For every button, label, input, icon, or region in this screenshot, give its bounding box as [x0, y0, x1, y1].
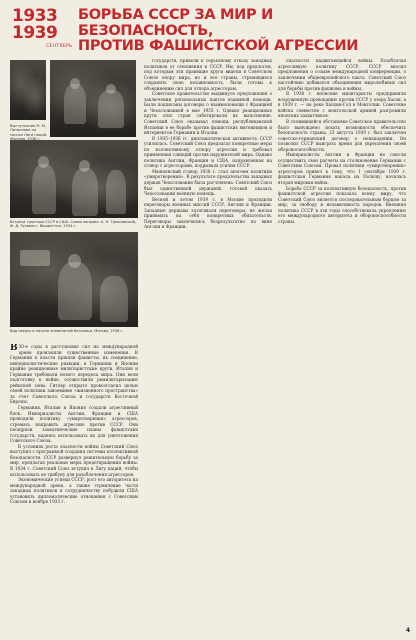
- page-number: 4: [405, 627, 410, 634]
- text-column-left: [10, 344, 138, 630]
- text-column-middle: [144, 58, 272, 630]
- paragraph: Борьба СССР за коллективную безопасность, против фашистской агрессии показала всему миру, что Советский Союз является последовательным борцом за мир, за свободу и независимость народов. Внешняя политика СССР в эти годы способствовала укреплению его международного авторитета и обороноспособности страны.: [278, 185, 406, 224]
- caption-photo-1: Выступление М. М. Литвинова на сессии Лиги наций.: [10, 124, 48, 137]
- year-range: [12, 8, 74, 42]
- month-label: СЕНТЯБРЬ: [46, 44, 73, 49]
- text-column-right: [278, 58, 406, 630]
- paragraph: государств, привели к серьезному отказу западных политиков от отношения к СССР. Им, под предлогом, под которым эти правящие круги видели в Советском Союзе опору мира, но и все страны, стремящиеся сохранить свою независимость, были готовы к объединению сил для отпора агрессорам.: [144, 58, 272, 91]
- paragraph: опасности надвигающейся войны. Разоблачая агрессивную политику СССР, СССР вносил предложения о созыве международной конференции, о заключении общеевропейского пакта. Советский Союз настойчиво добивался объединения миролюбивых сил для борьбы против фашизма и войны.: [278, 58, 406, 91]
- photo-placeholder-small: [10, 60, 46, 120]
- caption-photo-2: Встреча трактора СССР в США. Слева направо: А. Н. Трояновский, Ф. Д. Рузвельт. Вашингтон, 1934 г.: [10, 220, 137, 229]
- title-line-1: БОРЬБА СССР ЗА МИР И БЕЗОПАСНОСТЬ,: [78, 7, 273, 39]
- page-header: [10, 8, 410, 52]
- photo-litvinov-league: [50, 60, 136, 137]
- photo-crowd: [10, 232, 138, 327]
- page-title: [78, 8, 408, 55]
- year-start: 1933: [12, 6, 58, 26]
- paragraph: Империалисты Англии и Франции не смогли осуществить свои расчеты на столкновение Германии с Советским Союзом. Провал политики «умиротворения» агрессоров привел к тому, что 1 сентября 1939 г. фашистская Германия напала на Польшу, началась вторая мировая война.: [278, 152, 406, 186]
- paragraph: Весной и летом 1939 г. в Москве проходили переговоры военных миссий СССР, Англии и Франции. Западные державы затягивали переговоры, не желая принимать на себя конкретных обязательств. Переговоры закончились безрезультатно по вине Англии и Франции.: [144, 196, 272, 230]
- paragraph: Советское правительство выдвинуло предложения о заключении региональных пактов взаимной помощи. Были подписаны договоры о взаимопомощи с Францией и Чехословакией в мае 1935 г. Однако реакционные круги этих стран саботировали их выполнение. Советский Союз оказывал помощь республиканской Испании в ее борьбе против фашистских мятежников и интервентов Германии и Италии.: [144, 91, 272, 136]
- paragraph: В условиях роста опасности войны Советский Союз выступил с программой создания системы коллективной безопасности. СССР развернул решительную борьбу за мир, предлагая реальные меры предотвращения войны. В 1934 г. Советский Союз вступил в Лигу наций, чтобы использовать ее трибуну для разоблачения агрессоров.: [10, 443, 138, 477]
- title-line-2: ПРОТИВ ФАШИСТСКОЙ АГРЕССИИ: [78, 38, 359, 54]
- photo-usa-meeting: [10, 140, 138, 218]
- paragraph: Мюнхенский сговор 1938 г. стал апогеем политики «умиротворения». В результате предательства западных держав Чехословакия была расчленена. Советский Союз был единственной державой, готовой оказать Чехословакии военную помощь.: [144, 168, 272, 197]
- paragraph: В сложившейся обстановке Советское правительство было вынуждено искать возможности обеспечить безопасность страны. 23 августа 1939 г. был заключен советско-германский договор о ненападении. Он позволил СССР выиграть время для укрепления своей обороноспособности.: [278, 119, 406, 152]
- paragraph: Экономические успехи СССР, рост его авторитета на международной арене, а также стремление части западных политиков к сотрудничеству побудили США установить дипломатические отношения с Советским Союзом в ноябре 1933 г.: [10, 477, 138, 505]
- paragraph: В 1938 г. японские милитаристы предприняли вооруженную провокацию против СССР у озера Хасан, а в 1939 г. — на реке Халхин-Гол в Монголии. Советские войска совместно с монгольской армией разгромили японских захватчиков.: [278, 91, 406, 119]
- caption-photo-3: Вид сверху в начало знаменитой ботаники. Москва, 1936 г.: [10, 329, 124, 333]
- year-end: 1939: [12, 23, 58, 43]
- paragraph: В 1935–1936 гг. дипломатическая активность СССР усилилась. Советский Союз предлагал конкретные меры по коллективному отпору агрессии и требовал применения санкций против нарушителей мира. Однако политика Англии, Франции и США, направленная на сговор с агрессорами, подрывала усилия СССР.: [144, 135, 272, 169]
- paragraph: В30-е годы в расстановке сил на международной арене произошли существенные изменения. В Германии к власти пришли фашисты, их соединение, империалистические реакции, в Германии и Японии крайне реакционные милитаристские круги. Италия и Германия требовали нового передела мира. Они вели подготовку к войне, осуществили ремилитаризацию рейнской зоны. Гитлер открыто провозгласил целью своей политики завоевание «жизненного пространства» за счет Советского Союза и государств Восточной Европы.: [10, 344, 138, 405]
- paragraph: Германия, Италия и Япония создали агрессивный блок. Империалисты Англии, Франции и США проводили политику «умиротворения» агрессоров, стремясь направить агрессию против СССР. Они поощряли захватнические планы фашистских государств, надеясь использовать их для уничтожения Советского Союза.: [10, 405, 138, 444]
